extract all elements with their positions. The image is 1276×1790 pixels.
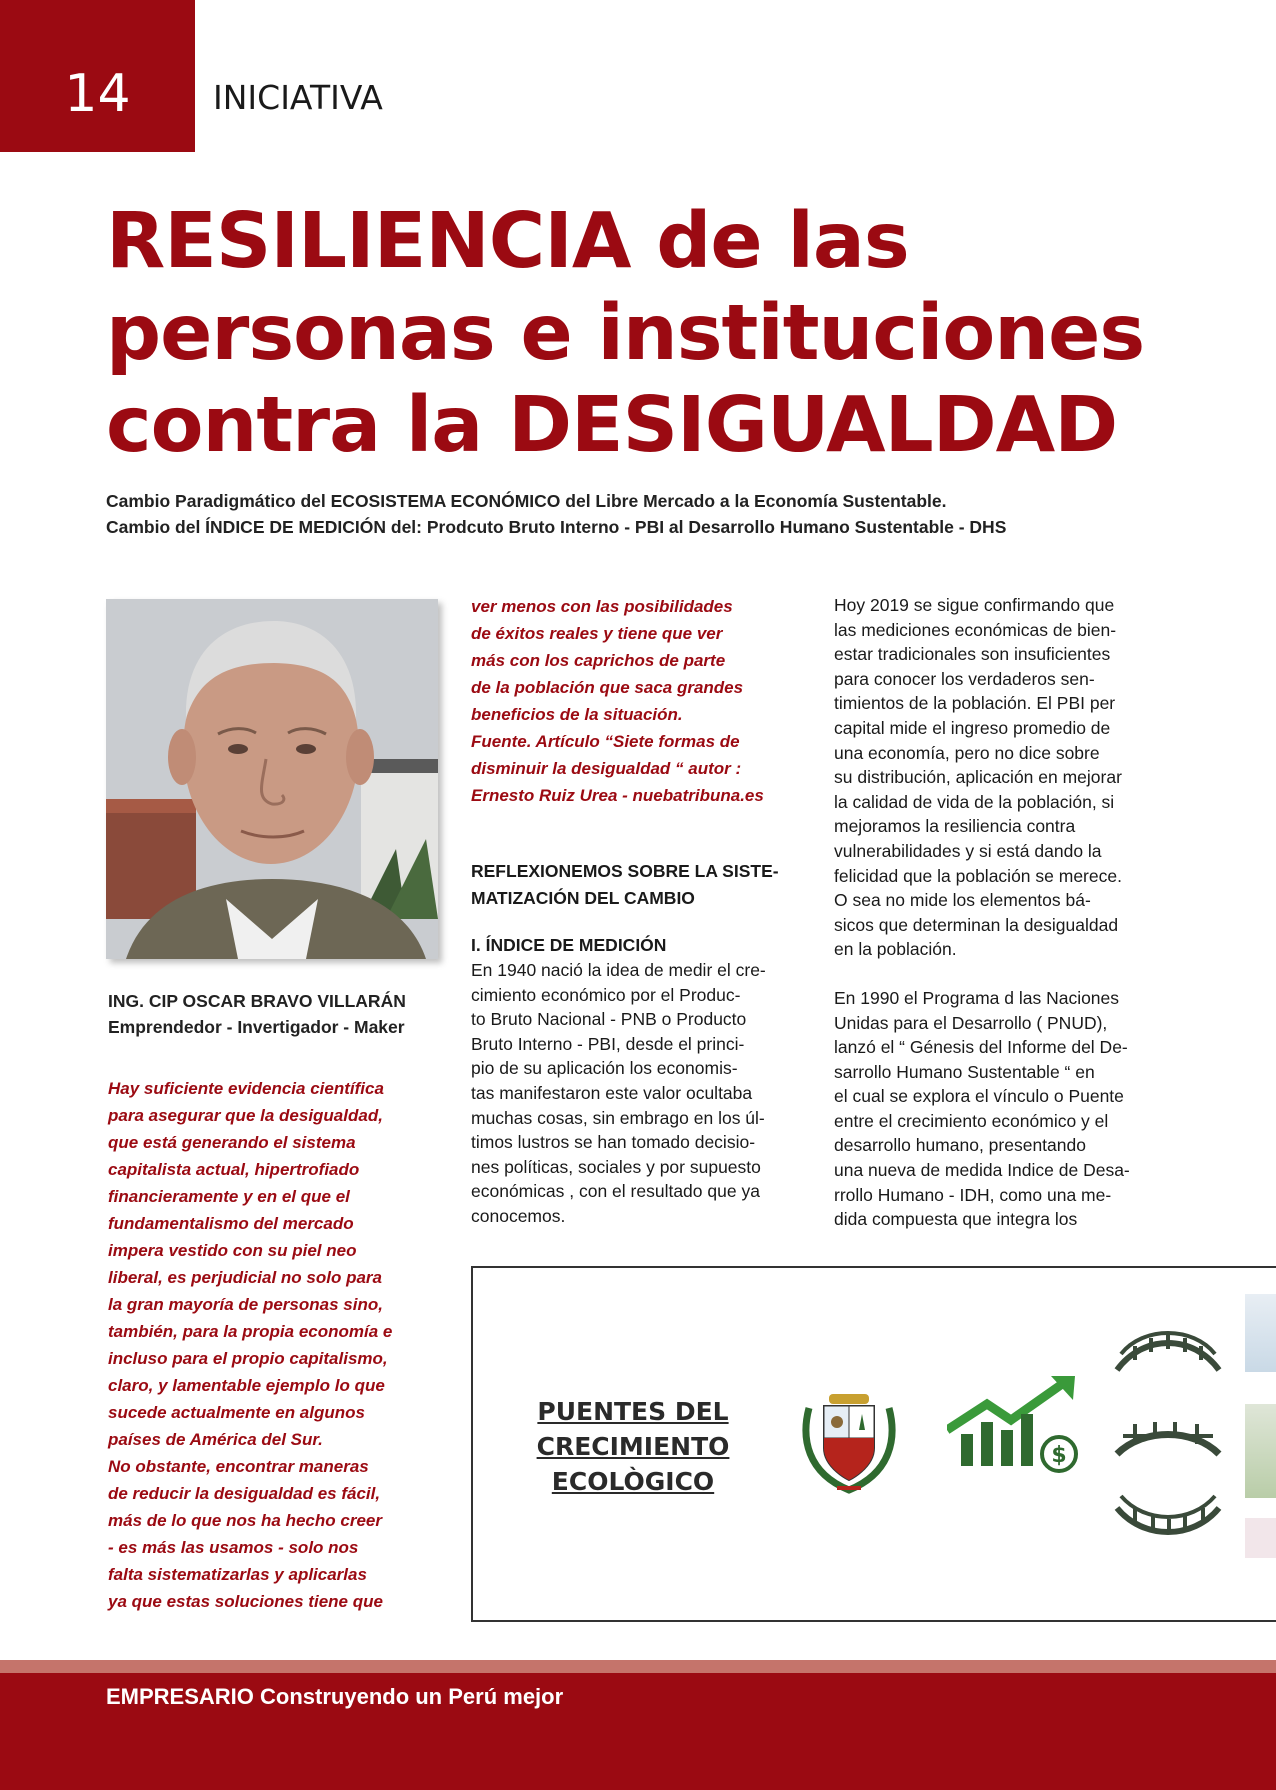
quote-line: incluso para el propio capitalismo, bbox=[108, 1349, 388, 1368]
heading-line: MATIZACIÓN DEL CAMBIO bbox=[471, 888, 695, 908]
body-line: rrollo Humano - IDH, como una me- bbox=[834, 1184, 1112, 1205]
quote-line: más de lo que nos ha hecho creer bbox=[108, 1511, 382, 1530]
cropped-image-fragment bbox=[1245, 1294, 1276, 1372]
body-line: timientos de la población. El PBI per bbox=[834, 693, 1116, 714]
title-line: RESILIENCIA de las bbox=[106, 197, 909, 286]
quote-line: No obstante, encontrar maneras bbox=[108, 1457, 369, 1476]
quote-line: que está generando el sistema bbox=[108, 1133, 356, 1152]
title-line: contra la DESIGUALDAD bbox=[106, 381, 1118, 470]
body-line: estar tradicionales son insuficientes bbox=[834, 644, 1111, 665]
body-line: O sea no mide los elementos bá- bbox=[834, 890, 1091, 911]
body-line: Bruto Interno - PBI, desde el princi- bbox=[471, 1033, 745, 1054]
quote-line: fundamentalismo del mercado bbox=[108, 1214, 354, 1233]
body-line: una economía, pero no dice sobre bbox=[834, 742, 1100, 763]
body-line: Unidas para el Desarrollo ( PNUD), bbox=[834, 1012, 1108, 1033]
infographic-title-line: CRECIMIENTO bbox=[536, 1432, 730, 1461]
body-line: las mediciones económicas de bien- bbox=[834, 619, 1117, 640]
author-name: ING. CIP OSCAR BRAVO VILLARÁN bbox=[108, 991, 406, 1011]
section-label: INICIATIVA bbox=[213, 78, 383, 117]
article-subtitle bbox=[106, 488, 1006, 540]
quote-line: para asegurar que la desigualdad, bbox=[108, 1106, 383, 1125]
author-caption bbox=[108, 988, 406, 1040]
cropped-image-fragment bbox=[1245, 1518, 1276, 1558]
quote-line: más con los caprichos de parte bbox=[471, 651, 726, 670]
body-line: En 1940 nació la idea de medir el cre- bbox=[471, 960, 766, 980]
quote-line: de reducir la desigualdad es fácil, bbox=[108, 1484, 381, 1503]
middle-body-text bbox=[471, 958, 805, 1229]
body-line: Hoy 2019 se sigue confirmando que bbox=[834, 595, 1115, 615]
author-photo bbox=[106, 599, 438, 959]
subtitle-line: Cambio del ÍNDICE DE MEDICIÓN del: Prodcuto Bruto Interno - PBI al Desarrollo Humano Sustentable - DHS bbox=[106, 517, 1007, 537]
quote-line: también, para la propia economía e bbox=[108, 1322, 393, 1341]
index-heading: I. ÍNDICE DE MEDICIÓN bbox=[471, 935, 667, 955]
heading-line: REFLEXIONEMOS SOBRE LA SISTE- bbox=[471, 861, 779, 881]
quote-line: falta sistematizarlas y aplicarlas bbox=[108, 1565, 367, 1584]
body-line: vulnerabilidades y si está dando la bbox=[834, 840, 1102, 861]
paragraph-gap bbox=[834, 962, 1170, 986]
right-body-text bbox=[834, 593, 1170, 1232]
body-line: conocemos. bbox=[471, 1205, 566, 1226]
body-line: nes políticas, sociales y por supuesto bbox=[471, 1156, 761, 1177]
body-line: timos lustros se han tomado decisio- bbox=[471, 1132, 756, 1153]
subtitle-line: Cambio Paradigmático del ECOSISTEMA ECONÓMICO del Libre Mercado a la Economía Sustentable. bbox=[106, 491, 947, 511]
quote-line: liberal, es perjudicial no solo para bbox=[108, 1268, 382, 1287]
quote-line: ya que estas soluciones tiene que bbox=[108, 1592, 383, 1611]
footer-text: EMPRESARIO Construyendo un Perú mejor bbox=[106, 1684, 564, 1709]
title-line: personas e instituciones bbox=[106, 289, 1145, 378]
infographic-box bbox=[471, 1266, 1276, 1622]
cropped-image-fragment bbox=[1245, 1404, 1276, 1498]
body-line: sicos que determinan la desigualdad bbox=[834, 914, 1119, 935]
quote-line: la gran mayoría de personas sino, bbox=[108, 1295, 383, 1314]
quote-line: impera vestido con su piel neo bbox=[108, 1241, 357, 1260]
body-line: para conocer los verdaderos sen- bbox=[834, 668, 1095, 689]
quote-line: - es más las usamos - solo nos bbox=[108, 1538, 359, 1557]
article-title bbox=[106, 196, 1266, 472]
body-line: desarrollo humano, presentando bbox=[834, 1135, 1086, 1156]
svg-text:$: $ bbox=[1051, 1443, 1067, 1468]
peru-coat-of-arms-icon bbox=[799, 1388, 899, 1498]
bridge-icon bbox=[1113, 1408, 1223, 1468]
body-line: capital mide el ingreso promedio de bbox=[834, 717, 1111, 738]
body-line: En 1990 el Programa d las Naciones bbox=[834, 987, 1120, 1008]
quote-line: ver menos con las posibilidades bbox=[471, 597, 733, 616]
quote-line: de la población que saca grandes bbox=[471, 678, 744, 697]
body-line: entre el crecimiento económico y el bbox=[834, 1110, 1109, 1131]
body-line: to Bruto Nacional - PNB o Producto bbox=[471, 1009, 747, 1030]
quote-line: Fuente. Artículo “Siete formas de bbox=[471, 732, 740, 751]
infographic-title-line: PUENTES DEL bbox=[537, 1397, 729, 1426]
bridge-icon bbox=[1113, 1324, 1223, 1384]
reflection-heading bbox=[471, 858, 779, 912]
body-line: cimiento económico por el Produc- bbox=[471, 984, 741, 1005]
quote-line: beneficios de la situación. bbox=[471, 705, 683, 724]
body-line: dida compuesta que integra los bbox=[834, 1209, 1078, 1230]
body-line: lanzó el “ Génesis del Informe del De- bbox=[834, 1037, 1128, 1058]
body-line: tas manifestaron este valor ocultaba bbox=[471, 1082, 753, 1103]
page-number: 14 bbox=[64, 64, 131, 124]
quote-line: claro, y lamentable ejemplo lo que bbox=[108, 1376, 385, 1395]
growth-chart-dollar-icon bbox=[947, 1374, 1087, 1474]
footer-stripe bbox=[0, 1660, 1276, 1673]
quote-line: países de América del Sur. bbox=[108, 1430, 323, 1449]
quote-line: financieramente y en el que el bbox=[108, 1187, 350, 1206]
body-line: en la población. bbox=[834, 939, 957, 960]
infographic-title bbox=[513, 1394, 753, 1499]
body-line: sarrollo Humano Sustentable “ en bbox=[834, 1061, 1095, 1082]
body-line: muchas cosas, sin embrago en los úl- bbox=[471, 1107, 765, 1128]
body-line: felicidad que la población se merece. bbox=[834, 865, 1122, 886]
body-line: pio de su aplicación los economis- bbox=[471, 1058, 738, 1079]
quote-line: capitalista actual, hipertrofiado bbox=[108, 1160, 360, 1179]
body-line: su distribución, aplicación en mejorar bbox=[834, 767, 1122, 788]
quote-line: de éxitos reales y tiene que ver bbox=[471, 624, 723, 643]
infographic-title-line: ECOLÒGICO bbox=[551, 1467, 715, 1496]
body-line: la calidad de vida de la población, si bbox=[834, 791, 1115, 812]
pull-quote-left bbox=[108, 1075, 392, 1615]
pull-quote-middle bbox=[471, 593, 764, 809]
body-line: mejoramos la resiliencia contra bbox=[834, 816, 1076, 837]
author-role: Emprendedor - Invertigador - Maker bbox=[108, 1017, 405, 1037]
quote-line: Hay suficiente evidencia científica bbox=[108, 1079, 384, 1098]
quote-line: sucede actualmente en algunos bbox=[108, 1403, 365, 1422]
bridge-icon bbox=[1113, 1488, 1223, 1548]
body-line: económicas , con el resultado que ya bbox=[471, 1181, 760, 1202]
body-line: el cual se explora el vínculo o Puente bbox=[834, 1086, 1124, 1107]
body-line: una nueva de medida Indice de Desa- bbox=[834, 1160, 1130, 1181]
quote-line: Ernesto Ruiz Urea - nuebatribuna.es bbox=[471, 786, 764, 805]
quote-line: disminuir la desigualdad “ autor : bbox=[471, 759, 742, 778]
